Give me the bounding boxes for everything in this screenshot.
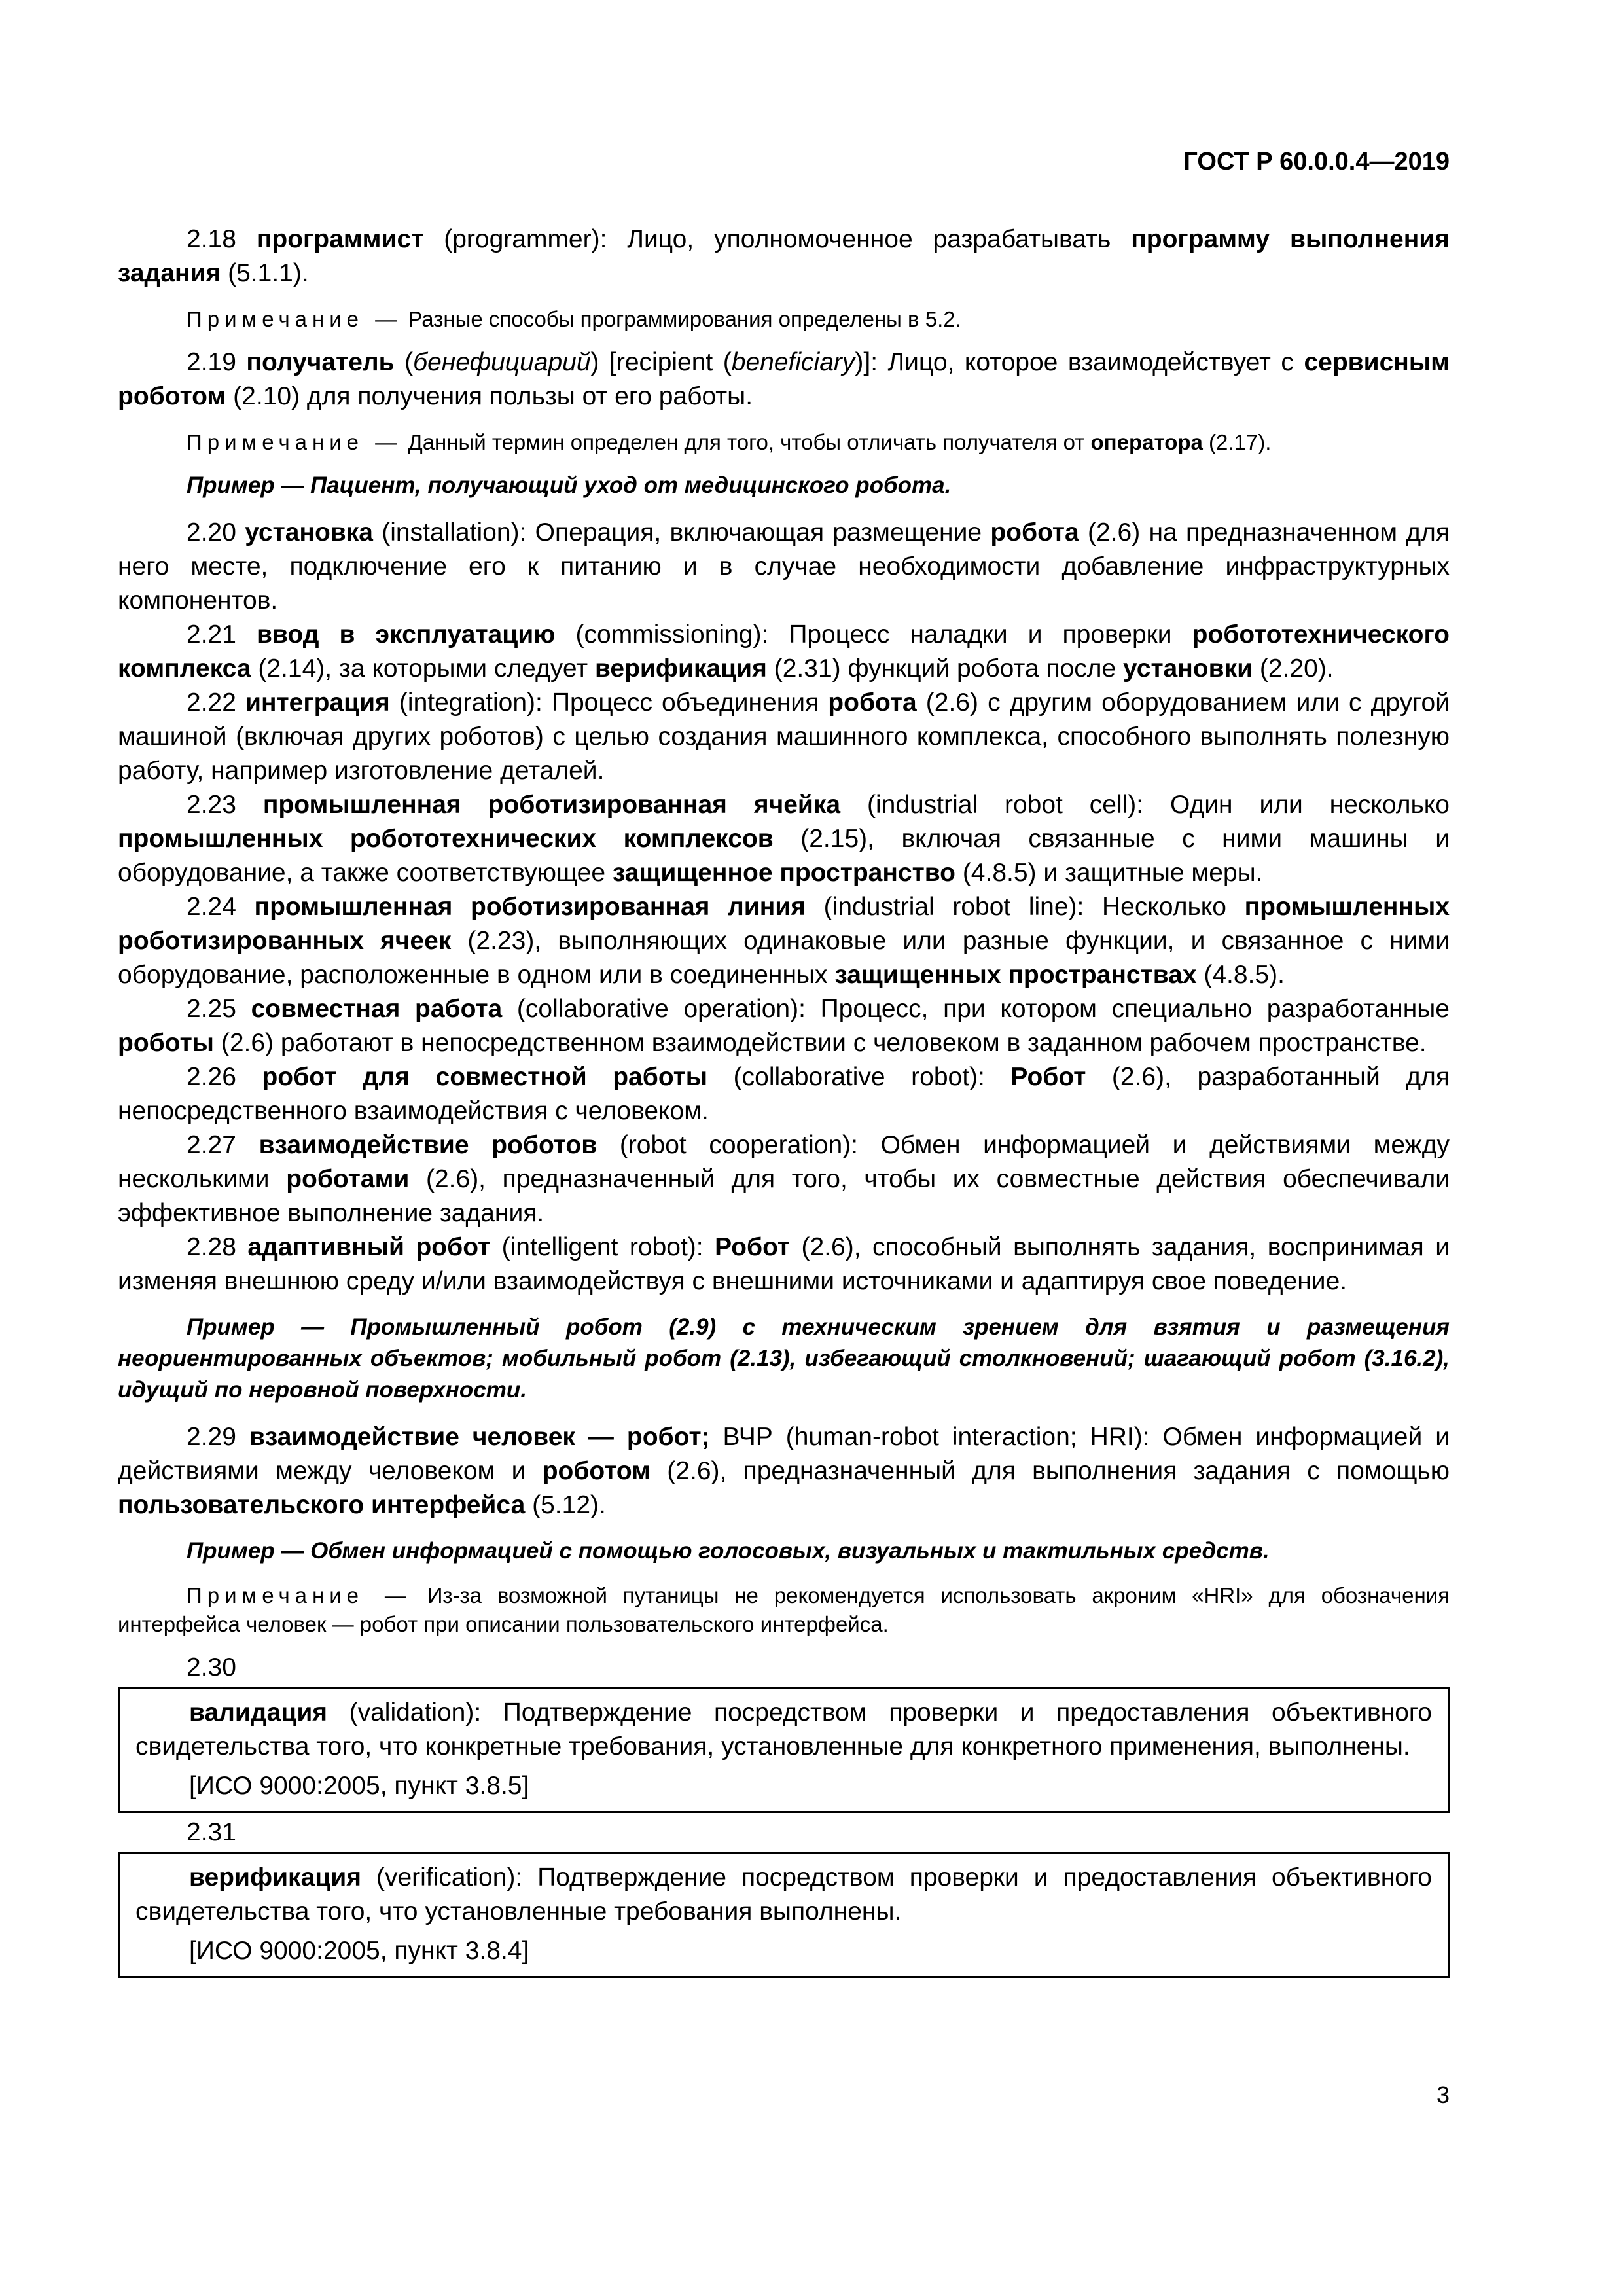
term-title: верификация (189, 1863, 361, 1892)
definition-2-30: валидация (validation): Подтверждение посредством проверки и предоставления объективного свидетельства того, что конкретные требования, установленные для конкретного применения, выполнены. (135, 1698, 1432, 1761)
term-title: промышленная роботизированная ячейка (262, 791, 841, 819)
term-2-28: 2.28 адаптивный робот (intelligent robot): Робот (2.6), способный выполнять задания, воспринимая и изменяя внешнюю среду и/или взаимодействуя с внешними источниками и адаптируя свое поведение. (118, 1233, 1450, 1295)
term-2-25: 2.25 совместная работа (collaborative operation): Процесс, при котором специально разработанные роботы (2.6) работают в непосредственном взаимодействии с человеком в заданном рабочем пространстве. (118, 995, 1450, 1057)
source-reference: [ИСО 9000:2005, пункт 3.8.5] (189, 1772, 529, 1800)
term-number-2-30: 2.30 (187, 1653, 236, 1681)
note-label: Примечание — (187, 1583, 412, 1607)
source-reference: [ИСО 9000:2005, пункт 3.8.4] (189, 1937, 529, 1965)
term-title: совместная работа (251, 995, 503, 1023)
term-title: робот для совместной работы (262, 1063, 708, 1091)
document-body (118, 223, 1450, 1978)
page-number: 3 (1436, 2081, 1450, 2108)
term-title: установка (245, 518, 373, 547)
term-title: взаимодействие роботов (259, 1131, 597, 1159)
example-2-28: Пример — Промышленный робот (2.9) с техническим зрением для взятия и размещения неориентированных объектов; мобильный робот (2.13), избегающий столкновений; шагающий робот (3.16.2), идущий по неровной поверхности. (118, 1314, 1450, 1403)
term-number-2-31: 2.31 (187, 1818, 236, 1846)
note-2-18: Примечание — Разные способы программирования определены в 5.2. (187, 307, 961, 331)
term-2-24: 2.24 промышленная роботизированная линия (industrial robot line): Несколько промышленных роботизированных ячеек (2.23), выполняющих одинаковые или разные функции, и связанное с ними оборудование, расположенные в одном или в соединенных защищенных пространствах (4.8.5). (118, 893, 1450, 989)
term-2-19: 2.19 получатель (бенефициарий) [recipient (beneficiary)]: Лицо, которое взаимодействует с сервисным роботом (2.10) для получения пользы от его работы. (118, 348, 1450, 410)
note-2-19: Примечание — Данный термин определен для того, чтобы отличать получателя от оператора (2.17). (187, 430, 1272, 454)
example-2-29: Пример — Обмен информацией с помощью голосовых, визуальных и тактильных средств. (187, 1538, 1270, 1564)
term-2-21: 2.21 ввод в эксплуатацию (commissioning): Процесс наладки и проверки робототехнического комплекса (2.14), за которыми следует верификация (2.31) функций робота после установки (2.20). (118, 620, 1450, 683)
term-2-23: 2.23 промышленная роботизированная ячейка (industrial robot cell): Один или несколько промышленных робототехнических комплексов (2.15), включая связанные с ними машины и оборудование, а также соответствующее защищенное пространство (4.8.5) и защитные меры. (118, 791, 1450, 887)
term-box-2-30 (118, 1687, 1450, 1813)
example-2-19: Пример — Пациент, получающий уход от медицинского робота. (187, 473, 952, 498)
note-2-29: Примечание — Из-за возможной путаницы не рекомендуется использовать акроним «HRI» для обозначения интерфейса человек — робот при описании пользовательского интерфейса. (118, 1583, 1450, 1636)
note-label: Примечание — (187, 430, 402, 454)
standard-designation: ГОСТ Р 60.0.0.4—2019 (1183, 148, 1450, 175)
term-title: программист (256, 225, 424, 253)
term-2-18: 2.18 программист (programmer): Лицо, уполномоченное разрабатывать программу выполнения задания (5.1.1). (118, 225, 1450, 287)
note-label: Примечание — (187, 307, 402, 331)
term-2-20: 2.20 установка (installation): Операция, включающая размещение робота (2.6) на предназначенном для него месте, подключение его к питанию и в случае необходимости добавление инфраструктурных компонентов. (118, 518, 1450, 615)
term-title: ввод в эксплуатацию (256, 620, 556, 649)
term-title: промышленная роботизированная линия (254, 893, 806, 921)
term-2-29: 2.29 взаимодействие человек — робот; ВЧР (human-robot interaction; HRI): Обмен информацией и действиями между человеком и роботом (2.6), предназначенный для выполнения задания с помощью пользовательского интерфейса (5.12). (118, 1423, 1450, 1519)
term-title: интеграция (245, 689, 390, 717)
term-title: взаимодействие человек — робот; (249, 1423, 710, 1451)
term-title: валидация (189, 1698, 328, 1727)
term-2-22: 2.22 интеграция (integration): Процесс объединения робота (2.6) с другим оборудованием или с другой машиной (включая других роботов) с целью создания машинного комплекса, способного выполнять полезную работу, например изготовление деталей. (118, 689, 1450, 785)
term-title: получатель (246, 348, 395, 376)
definition-2-31: верификация (verification): Подтверждение посредством проверки и предоставления объективного свидетельства того, что установленные требования выполнены. (135, 1863, 1432, 1926)
term-2-26: 2.26 робот для совместной работы (collaborative robot): Робот (2.6), разработанный для непосредственного взаимодействия с человеком. (118, 1063, 1450, 1125)
term-2-27: 2.27 взаимодействие роботов (robot cooperation): Обмен информацией и действиями между несколькими роботами (2.6), предназначенный для того, чтобы их совместные действия обеспечивали эффективное выполнение задания. (118, 1131, 1450, 1227)
term-box-2-31 (118, 1852, 1450, 1978)
term-title: адаптивный робот (247, 1233, 491, 1261)
